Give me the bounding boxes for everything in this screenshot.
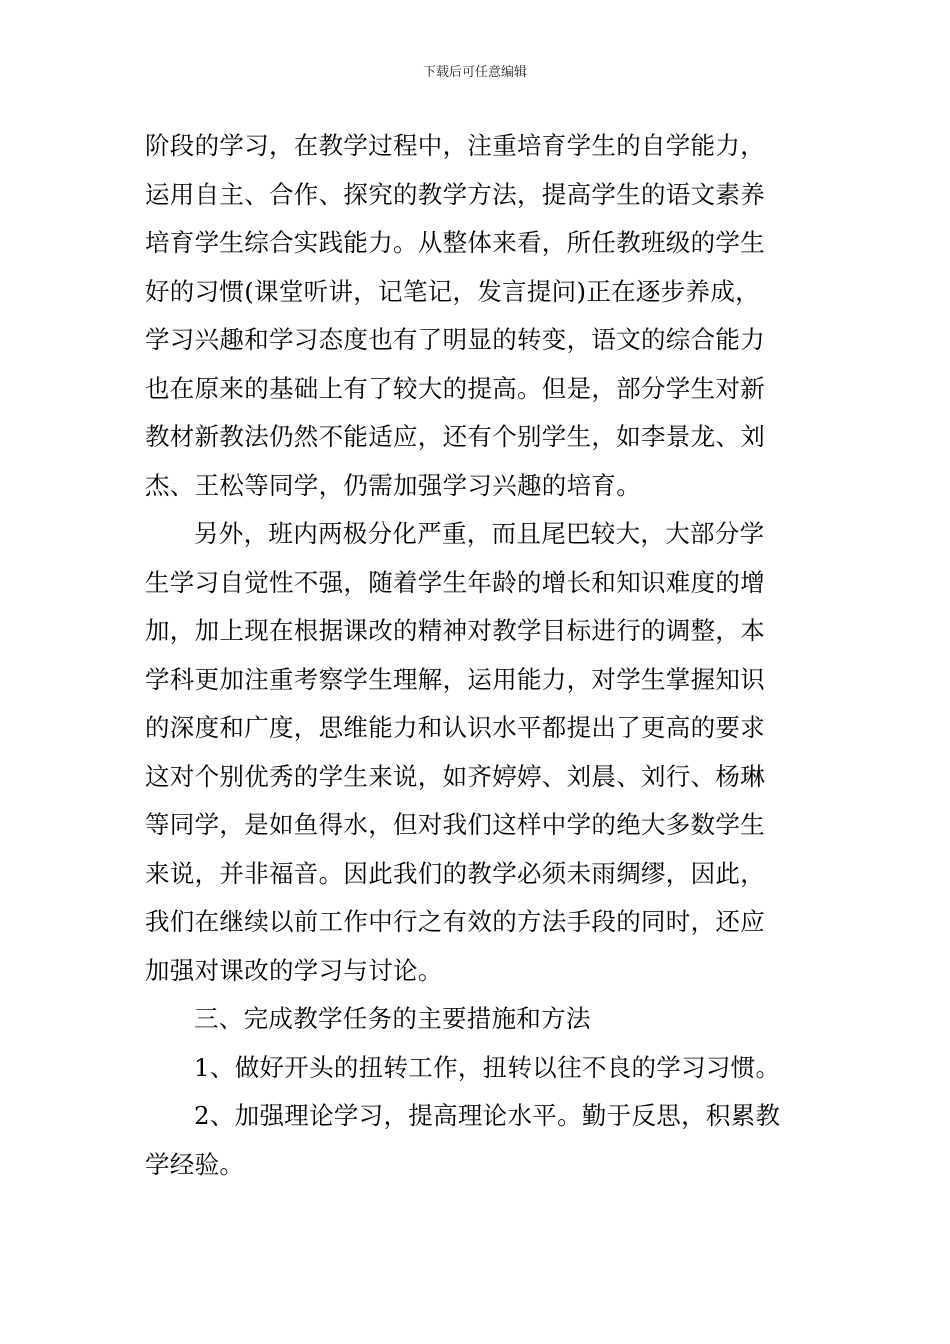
text-line: 杰、王松等同学，仍需加强学习兴趣的培育。: [145, 470, 641, 500]
text-line: 好的习惯(课堂听讲，记笔记，发言提问)正在逐步养成，: [145, 276, 760, 306]
text-line: 等同学，是如鱼得水，但对我们这样中学的绝大多数学生: [145, 810, 765, 839]
text-line: 学经验。: [145, 1149, 245, 1179]
text-line: 阶段的学习，在教学过程中，注重培育学生的自学能力，: [145, 131, 765, 160]
section-heading: [145, 995, 811, 1044]
text-line: 的深度和广度，思维能力和认识水平都提出了更高的要求: [145, 713, 765, 742]
paragraph-student-progress: [145, 122, 811, 510]
page-header: 下载后可任意编辑: [422, 65, 527, 80]
text-line: 加强对课改的学习与讨论。: [145, 955, 443, 985]
text-line: 另外，班内两极分化严重，而且尾巴较大，大部分学: [194, 519, 765, 548]
text-line: 运用自主、合作、探究的教学方法，提高学生的语文素养: [145, 179, 765, 209]
text-line: 这对个别优秀的学生来说，如齐婷婷、刘晨、刘行、杨琳: [145, 761, 765, 791]
paragraph-class-polarization: [145, 510, 811, 995]
text-line: 培育学生综合实践能力。从整体来看，所任教班级的学生: [145, 228, 765, 257]
list-item: [145, 1044, 811, 1093]
text-line: 我们在继续以前工作中行之有效的方法手段的同时，还应: [145, 907, 765, 936]
text-line: 2、加强理论学习，提高理论水平。勤于反思，积累教: [194, 1101, 781, 1130]
text-line: 三、完成教学任务的主要措施和方法: [194, 1004, 591, 1033]
text-line: 学习兴趣和学习态度也有了明显的转变，语文的综合能力: [145, 325, 765, 354]
text-line: 1、做好开头的扭转工作，扭转以往不良的学习习惯。: [194, 1052, 781, 1082]
document-body: [145, 122, 811, 1189]
text-line: 教材新教法仍然不能适应，还有个别学生，如李景龙、刘: [145, 422, 765, 451]
text-line: 来说，并非福音。因此我们的教学必须未雨绸缪，因此，: [145, 858, 765, 888]
list-item: [145, 1092, 811, 1189]
text-line: 学科更加注重考察学生理解，运用能力，对学生掌握知识: [145, 664, 765, 694]
text-line: 也在原来的基础上有了较大的提高。但是，部分学生对新: [145, 373, 765, 403]
text-line: 加，加上现在根据课改的精神对教学目标进行的调整，本: [145, 616, 765, 645]
text-line: 生学习自觉性不强，随着学生年龄的增长和知识难度的增: [145, 567, 765, 597]
